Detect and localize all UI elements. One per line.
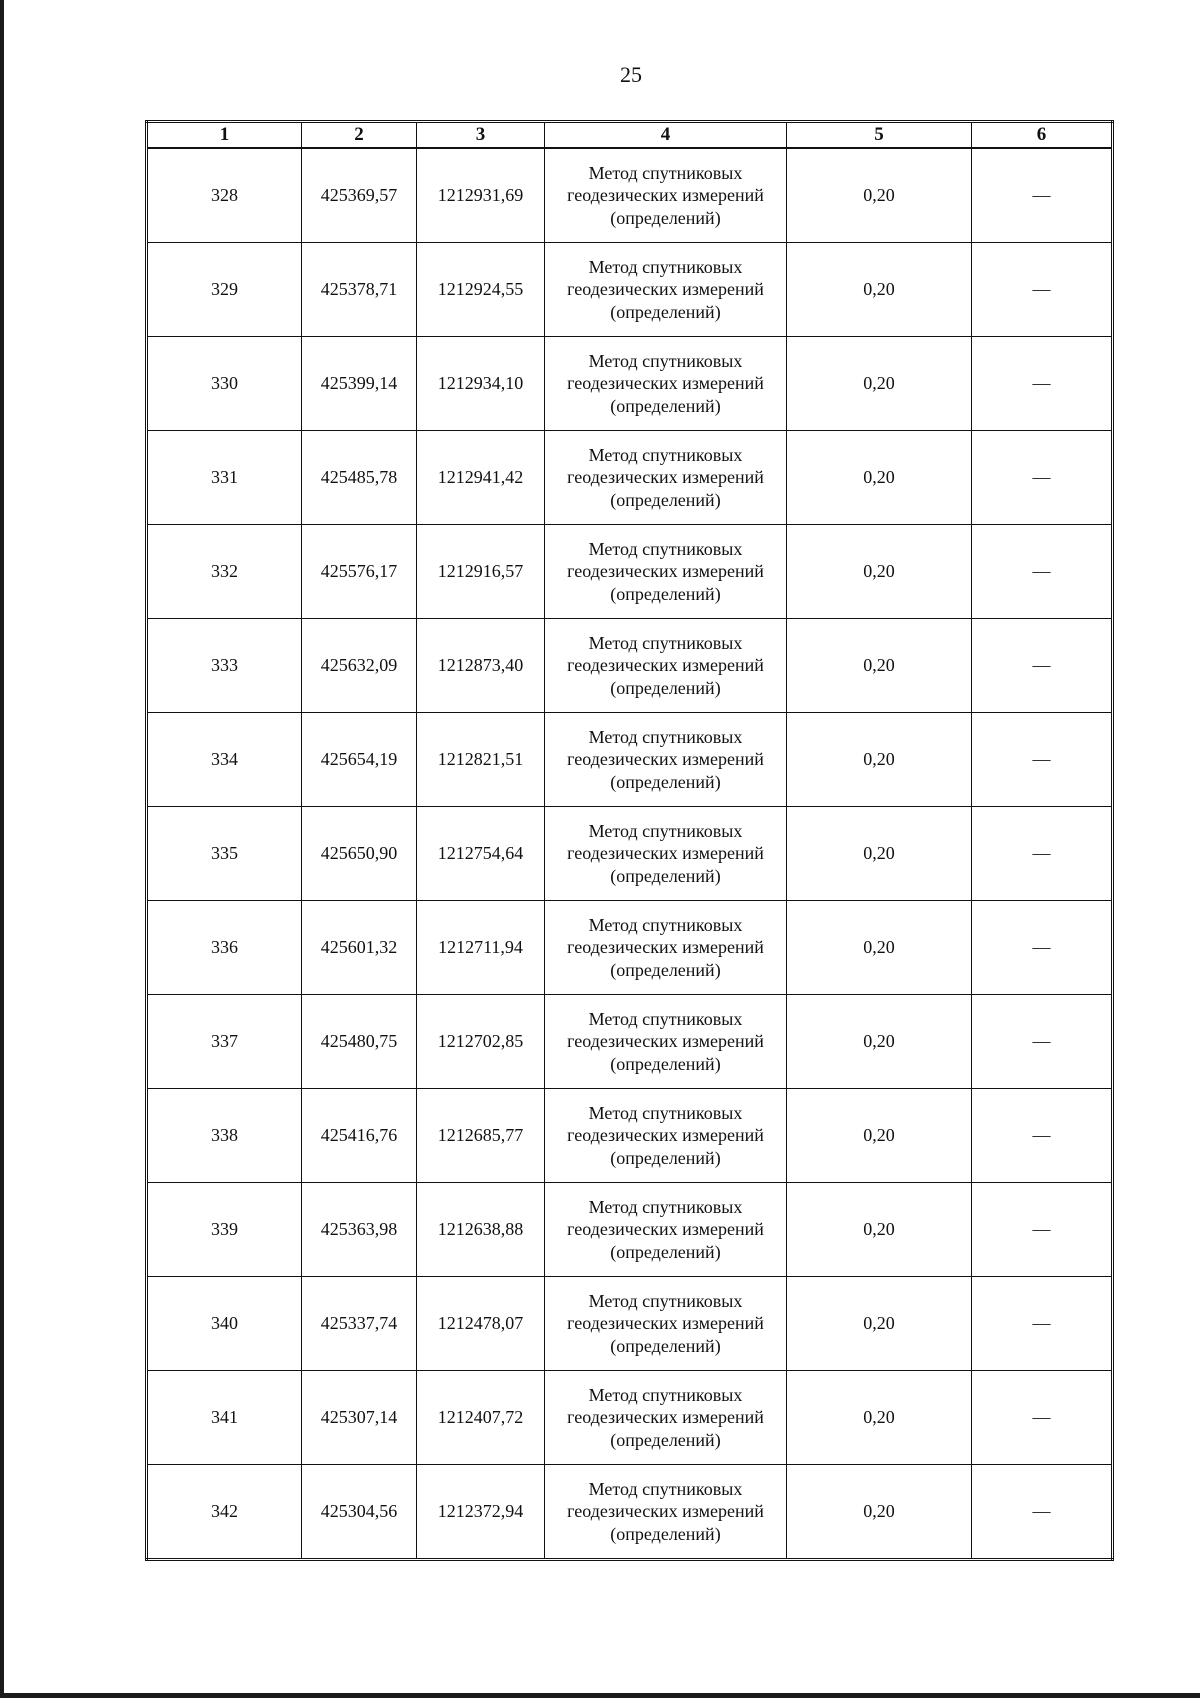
x-coordinate-cell: 425650,90: [302, 807, 417, 901]
x-coordinate-cell: 425304,56: [302, 1465, 417, 1560]
y-coordinate-cell: 1212934,10: [417, 337, 545, 431]
point-number-cell: 331: [147, 431, 302, 525]
accuracy-cell: 0,20: [787, 148, 972, 243]
x-coordinate-cell: 425369,57: [302, 148, 417, 243]
column-header: 4: [545, 122, 787, 149]
scan-edge-left: [0, 0, 4, 1698]
x-coordinate-cell: 425378,71: [302, 243, 417, 337]
method-cell: Метод спутниковых геодезических измерений (определений): [545, 525, 787, 619]
x-coordinate-cell: 425654,19: [302, 713, 417, 807]
x-coordinate-cell: 425399,14: [302, 337, 417, 431]
x-coordinate-cell: 425307,14: [302, 1371, 417, 1465]
accuracy-cell: 0,20: [787, 619, 972, 713]
x-coordinate-cell: 425576,17: [302, 525, 417, 619]
point-number-cell: 336: [147, 901, 302, 995]
point-number-cell: 328: [147, 148, 302, 243]
table-row: [147, 1465, 1113, 1560]
x-coordinate-cell: 425601,32: [302, 901, 417, 995]
accuracy-cell: 0,20: [787, 713, 972, 807]
column-header: 6: [972, 122, 1113, 149]
note-cell: —: [972, 901, 1113, 995]
method-cell: Метод спутниковых геодезических измерений (определений): [545, 1183, 787, 1277]
note-cell: —: [972, 1465, 1113, 1560]
accuracy-cell: 0,20: [787, 1277, 972, 1371]
point-number-cell: 340: [147, 1277, 302, 1371]
point-number-cell: 335: [147, 807, 302, 901]
accuracy-cell: 0,20: [787, 995, 972, 1089]
point-number-cell: 333: [147, 619, 302, 713]
table-row: [147, 807, 1113, 901]
y-coordinate-cell: 1212873,40: [417, 619, 545, 713]
y-coordinate-cell: 1212931,69: [417, 148, 545, 243]
y-coordinate-cell: 1212638,88: [417, 1183, 545, 1277]
y-coordinate-cell: 1212702,85: [417, 995, 545, 1089]
note-cell: —: [972, 1277, 1113, 1371]
method-cell: Метод спутниковых геодезических измерений (определений): [545, 337, 787, 431]
y-coordinate-cell: 1212685,77: [417, 1089, 545, 1183]
point-number-cell: 339: [147, 1183, 302, 1277]
column-header: 1: [147, 122, 302, 149]
note-cell: —: [972, 337, 1113, 431]
method-cell: Метод спутниковых геодезических измерений (определений): [545, 1277, 787, 1371]
table-row: [147, 619, 1113, 713]
point-number-cell: 338: [147, 1089, 302, 1183]
table-row: [147, 1371, 1113, 1465]
x-coordinate-cell: 425416,76: [302, 1089, 417, 1183]
point-number-cell: 332: [147, 525, 302, 619]
table-row: [147, 713, 1113, 807]
table-row: [147, 995, 1113, 1089]
method-cell: Метод спутниковых геодезических измерений (определений): [545, 619, 787, 713]
accuracy-cell: 0,20: [787, 431, 972, 525]
note-cell: —: [972, 807, 1113, 901]
accuracy-cell: 0,20: [787, 1089, 972, 1183]
note-cell: —: [972, 148, 1113, 243]
column-header: 2: [302, 122, 417, 149]
method-cell: Метод спутниковых геодезических измерений (определений): [545, 713, 787, 807]
method-cell: Метод спутниковых геодезических измерений (определений): [545, 807, 787, 901]
table-row: [147, 431, 1113, 525]
table-row: [147, 901, 1113, 995]
column-header: 3: [417, 122, 545, 149]
x-coordinate-cell: 425480,75: [302, 995, 417, 1089]
point-number-cell: 341: [147, 1371, 302, 1465]
note-cell: —: [972, 243, 1113, 337]
x-coordinate-cell: 425485,78: [302, 431, 417, 525]
table-row: [147, 1089, 1113, 1183]
accuracy-cell: 0,20: [787, 1371, 972, 1465]
note-cell: —: [972, 995, 1113, 1089]
accuracy-cell: 0,20: [787, 337, 972, 431]
x-coordinate-cell: 425363,98: [302, 1183, 417, 1277]
point-number-cell: 329: [147, 243, 302, 337]
method-cell: Метод спутниковых геодезических измерений (определений): [545, 995, 787, 1089]
table-body: [147, 148, 1113, 1560]
method-cell: Метод спутниковых геодезических измерений (определений): [545, 431, 787, 525]
method-cell: Метод спутниковых геодезических измерений (определений): [545, 1465, 787, 1560]
x-coordinate-cell: 425632,09: [302, 619, 417, 713]
note-cell: —: [972, 525, 1113, 619]
note-cell: —: [972, 713, 1113, 807]
accuracy-cell: 0,20: [787, 1465, 972, 1560]
y-coordinate-cell: 1212916,57: [417, 525, 545, 619]
page-number: 25: [620, 62, 642, 87]
coordinates-table: [145, 120, 1114, 1561]
column-header: 5: [787, 122, 972, 149]
method-cell: Метод спутниковых геодезических измерений (определений): [545, 1371, 787, 1465]
note-cell: —: [972, 431, 1113, 525]
method-cell: Метод спутниковых геодезических измерений (определений): [545, 901, 787, 995]
y-coordinate-cell: 1212711,94: [417, 901, 545, 995]
accuracy-cell: 0,20: [787, 243, 972, 337]
y-coordinate-cell: 1212924,55: [417, 243, 545, 337]
point-number-cell: 337: [147, 995, 302, 1089]
y-coordinate-cell: 1212821,51: [417, 713, 545, 807]
note-cell: —: [972, 619, 1113, 713]
point-number-cell: 330: [147, 337, 302, 431]
point-number-cell: 334: [147, 713, 302, 807]
y-coordinate-cell: 1212372,94: [417, 1465, 545, 1560]
accuracy-cell: 0,20: [787, 1183, 972, 1277]
method-cell: Метод спутниковых геодезических измерений (определений): [545, 243, 787, 337]
table-row: [147, 243, 1113, 337]
table-row: [147, 1183, 1113, 1277]
note-cell: —: [972, 1371, 1113, 1465]
table-row: [147, 525, 1113, 619]
scan-edge-bottom: [0, 1693, 1200, 1698]
accuracy-cell: 0,20: [787, 901, 972, 995]
accuracy-cell: 0,20: [787, 807, 972, 901]
note-cell: —: [972, 1089, 1113, 1183]
y-coordinate-cell: 1212478,07: [417, 1277, 545, 1371]
accuracy-cell: 0,20: [787, 525, 972, 619]
y-coordinate-cell: 1212941,42: [417, 431, 545, 525]
point-number-cell: 342: [147, 1465, 302, 1560]
note-cell: —: [972, 1183, 1113, 1277]
table-row: [147, 148, 1113, 243]
y-coordinate-cell: 1212407,72: [417, 1371, 545, 1465]
table-row: [147, 1277, 1113, 1371]
table-row: [147, 337, 1113, 431]
method-cell: Метод спутниковых геодезических измерений (определений): [545, 148, 787, 243]
method-cell: Метод спутниковых геодезических измерений (определений): [545, 1089, 787, 1183]
table-header-row: [147, 122, 1113, 149]
x-coordinate-cell: 425337,74: [302, 1277, 417, 1371]
y-coordinate-cell: 1212754,64: [417, 807, 545, 901]
